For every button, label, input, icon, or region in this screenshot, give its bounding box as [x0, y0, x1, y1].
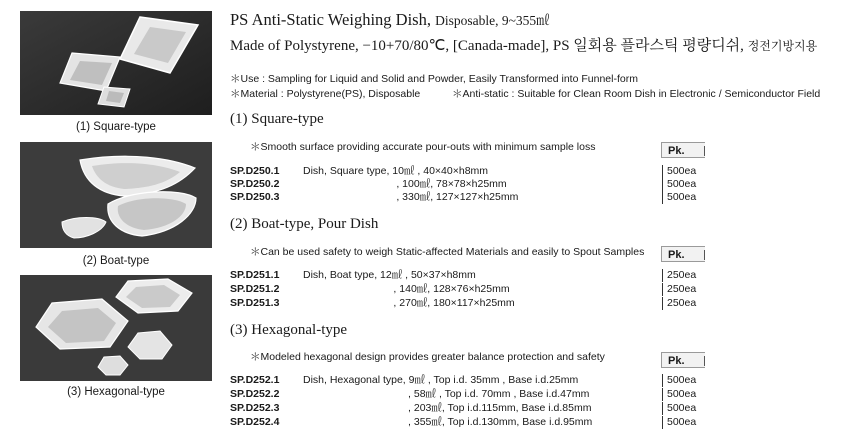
caption-square-type: (1) Square-type — [76, 121, 156, 133]
product-code: SP.D250.3 — [230, 191, 280, 203]
pack-qty: 500ea — [662, 388, 696, 401]
product-code: SP.D251.1 — [230, 269, 280, 281]
note-material: ＊Material : Polystyrene(PS), Disposable — [230, 88, 421, 100]
pack-qty: 500ea — [662, 402, 696, 415]
title-main: PS Anti-Static Weighing Dish, — [230, 10, 431, 29]
note-antistatic: ＊Anti-static : Suitable for Clean Room Dish in Electronic / Semiconductor Field — [452, 88, 821, 100]
hexagonal-type-photo — [20, 275, 212, 381]
product-desc: , 330㎖, 127×127×h25mm — [303, 191, 519, 203]
pk-header-boat: Pk. — [661, 246, 705, 262]
product-desc: , 203㎖, Top i.d.115mm, Base i.d.85mm — [303, 402, 592, 414]
product-code: SP.D252.4 — [230, 416, 280, 428]
table-row — [230, 191, 710, 204]
table-row — [230, 416, 710, 429]
product-code: SP.D251.2 — [230, 283, 280, 295]
table-row — [230, 388, 710, 401]
product-code: SP.D252.2 — [230, 388, 280, 400]
product-code: SP.D251.3 — [230, 297, 280, 309]
boat-type-photo — [20, 142, 212, 248]
square-type-photo — [20, 11, 212, 115]
page-title — [230, 9, 550, 30]
note-use: ＊Use : Sampling for Liquid and Solid and Powder, Easily Transformed into Funnel-form — [230, 73, 638, 85]
subtitle-main: Made of Polystyrene, −10+70/80℃, [Canada-made], PS 일회용 플라스틱 평량디쉬, — [230, 38, 744, 54]
pack-qty: 250ea — [662, 283, 696, 296]
product-desc: Dish, Boat type, 12㎖ , 50×37×h8mm — [303, 269, 476, 281]
table-row — [230, 165, 710, 178]
pack-qty: 250ea — [662, 269, 696, 282]
caption-boat-type: (2) Boat-type — [82, 255, 150, 267]
pack-qty: 500ea — [662, 178, 696, 191]
section-title-boat: (2) Boat-type, Pour Dish — [230, 216, 379, 232]
table-row — [230, 283, 710, 296]
product-code: SP.D252.3 — [230, 402, 280, 414]
product-desc: , 140㎖, 128×76×h25mm — [303, 283, 510, 295]
page-subtitle — [230, 34, 817, 55]
table-row — [230, 269, 710, 282]
section-bullet-square: ＊Smooth surface providing accurate pour-outs with minimum sample loss — [250, 141, 596, 153]
pack-qty: 250ea — [662, 297, 696, 310]
product-desc: , 58㎖ , Top i.d. 70mm , Base i.d.47mm — [303, 388, 590, 400]
table-row — [230, 402, 710, 415]
product-desc: , 270㎖, 180×117×h25mm — [303, 297, 515, 309]
title-small: Disposable, 9~355㎖ — [435, 13, 550, 28]
subtitle-small: 정전기방지용 — [747, 39, 818, 53]
caption-hexagonal-type: (3) Hexagonal-type — [67, 386, 165, 398]
product-code: SP.D250.2 — [230, 178, 280, 190]
pk-header-hexagonal: Pk. — [661, 352, 705, 368]
section-title-square: (1) Square-type — [230, 111, 324, 127]
pk-header-square: Pk. — [661, 142, 705, 158]
product-desc: , 355㎖, Top i.d.130mm, Base i.d.95mm — [303, 416, 593, 428]
pack-qty: 500ea — [662, 191, 696, 204]
table-row — [230, 297, 710, 310]
product-code: SP.D250.1 — [230, 165, 280, 177]
section-bullet-hexagonal: ＊Modeled hexagonal design provides greater balance protection and safety — [250, 351, 605, 363]
pack-qty: 500ea — [662, 165, 696, 178]
product-desc: Dish, Square type, 10㎖ , 40×40×h8mm — [303, 165, 489, 177]
pack-qty: 500ea — [662, 374, 696, 387]
product-desc: , 100㎖, 78×78×h25mm — [303, 178, 507, 190]
section-bullet-boat: ＊Can be used safety to weigh Static-affected Materials and easily to Spout Samples — [250, 246, 645, 258]
table-row — [230, 178, 710, 191]
table-row — [230, 374, 710, 387]
pack-qty: 500ea — [662, 416, 696, 429]
product-desc: Dish, Hexagonal type, 9㎖ , Top i.d. 35mm , Base i.d.25mm — [303, 374, 579, 386]
section-title-hexagonal: (3) Hexagonal-type — [230, 322, 348, 338]
product-code: SP.D252.1 — [230, 374, 280, 386]
